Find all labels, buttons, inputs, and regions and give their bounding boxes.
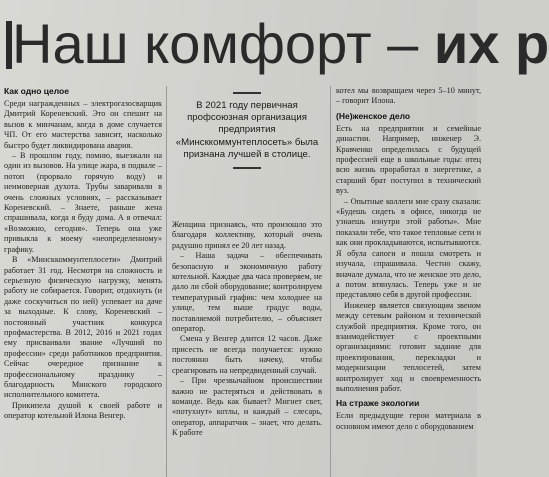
subheading-kak-odno-celoe: Как одно целое (4, 86, 69, 96)
subheading-na-strazhe-ekologii: На страже экологии (336, 398, 420, 409)
headline-part1: Наш комфорт – (12, 12, 419, 75)
pull-quote-text: В 2021 году первичная профсоюзная организация предприятия «Минсккоммунтеплосеть» была признана лучшей в столице. (175, 100, 319, 160)
article-paragraph: Среди награжденных – электрогазосварщик Дмитрий Кореневский. Это он спешит на вызов к минчанам, когда в доме случается ЧП. От его мастерства зависит, насколько быстро будет ликвидирована авария. (4, 99, 162, 150)
article-paragraph: Прикипела душой к своей работе и оператор котельной Илона Венгер. (4, 400, 162, 421)
article-paragraph: котел мы возвращаем через 5–10 минут, – говорит Илона. (336, 86, 481, 106)
article-paragraph: – В прошлом году, помню, выезжали на один из вызовов. На улице жара, в подвале – потоп (прорвало горячую воду) и неимоверная духота. Трубы заваривали в очень сложных условиях, – рассказывает Кореневский. – Знаете, раньше жена спрашивала, когда я буду дома. А я отвечал: «Возможно, сегодня». Теперь она уже привыкла к моему «неопределенному» графику. (4, 151, 162, 254)
article-paragraph: Есть на предприятии и семейные династии. Например, инженер Э. Кравченко определилась с будущей профессией еще в школьные годы: отец всю жизнь проработал в энергетике, а старший брат поступил в технический вуз. (336, 123, 481, 196)
article-paragraph: – Наша задача – обеспечивать безопасную и экономичную работу котельной. Каждые два часа проверяем, не дало ли сбой оборудование; контролируем температурный график: чем холоднее на улице, тем выше градус воды, поставляемой потребителю, – объясняет оператор. (172, 251, 322, 334)
article-paragraph: – При чрезвычайном происшествии важно не растеряться и действовать в команде. Ведь как бывает? Мигнет свет, «потухнут» котлы, и каждый – слесарь, оператор, аппаратчик – знает, что делать. К работе (172, 376, 322, 438)
column-1 (4, 86, 162, 477)
column-2 (172, 86, 322, 477)
article-paragraph: Смена у Венгер длится 12 часов. Даже присесть не всегда получается: нужно постоянно быть начеку, чтобы среагировать на непредвиденный случай. (172, 334, 322, 375)
article-paragraph: Женщина признаясь, что произошло это благодаря коллективу, который очень радушно принял ее 20 лет назад. (172, 220, 322, 250)
column-rule-2 (330, 86, 331, 477)
column-2-body (172, 220, 322, 439)
article-paragraph: Если предыдущие герои материала в основном имеют дело с оборудованием (336, 411, 481, 431)
article-paragraph: – Опытные коллеги мне сразу сказали: «Будешь сидеть в офисе, никогда не узнаешь изнутри этой работы». Мне показали тебе, что такое тепловые сети и как они прокладываются, испытываются. Я обула сапоги и пошла смотреть и изучала, спрашивала. Честно скажу, вначале думала, что не женское это дело, а потом втянулась. Теперь уже и не представляю себя в другой профессии. (336, 196, 481, 300)
subheading-nezhenskoe-delo: (Не)женское дело (336, 110, 411, 121)
column-rule-1 (166, 86, 167, 477)
headline (0, 8, 549, 80)
article-paragraph: Инженер является связующим звеном между сетевым районом и технической службой предприятия. Кроме того, он взаимодействует с проектными организациями: готовит задание для проектирования, перекладки и модернизации теплосетей, затем контролирует ход и своевременность выполнения работ. (336, 300, 481, 393)
article-paragraph: В «Минсккоммунтеплосети» Дмитрий работает 31 год. Несмотря на сложность и серьезную физическую нагрузку, менять работу не собирается. Говорит, отдохнуть (и даже соскучиться по ней) успевает на даче за выходные. К слову, Кореневский – постоянный участник конкурса профмастерства. В 2012, 2016 и 2021 годах ему присваивали звание «Лучший по профессии» среди работников предприятия. Сейчас очередное признание к профессиональному празднику – благодарность Минского городского исполнительного комитета. (4, 255, 162, 400)
headline-part2: их р (433, 12, 549, 75)
column-3 (336, 86, 481, 477)
